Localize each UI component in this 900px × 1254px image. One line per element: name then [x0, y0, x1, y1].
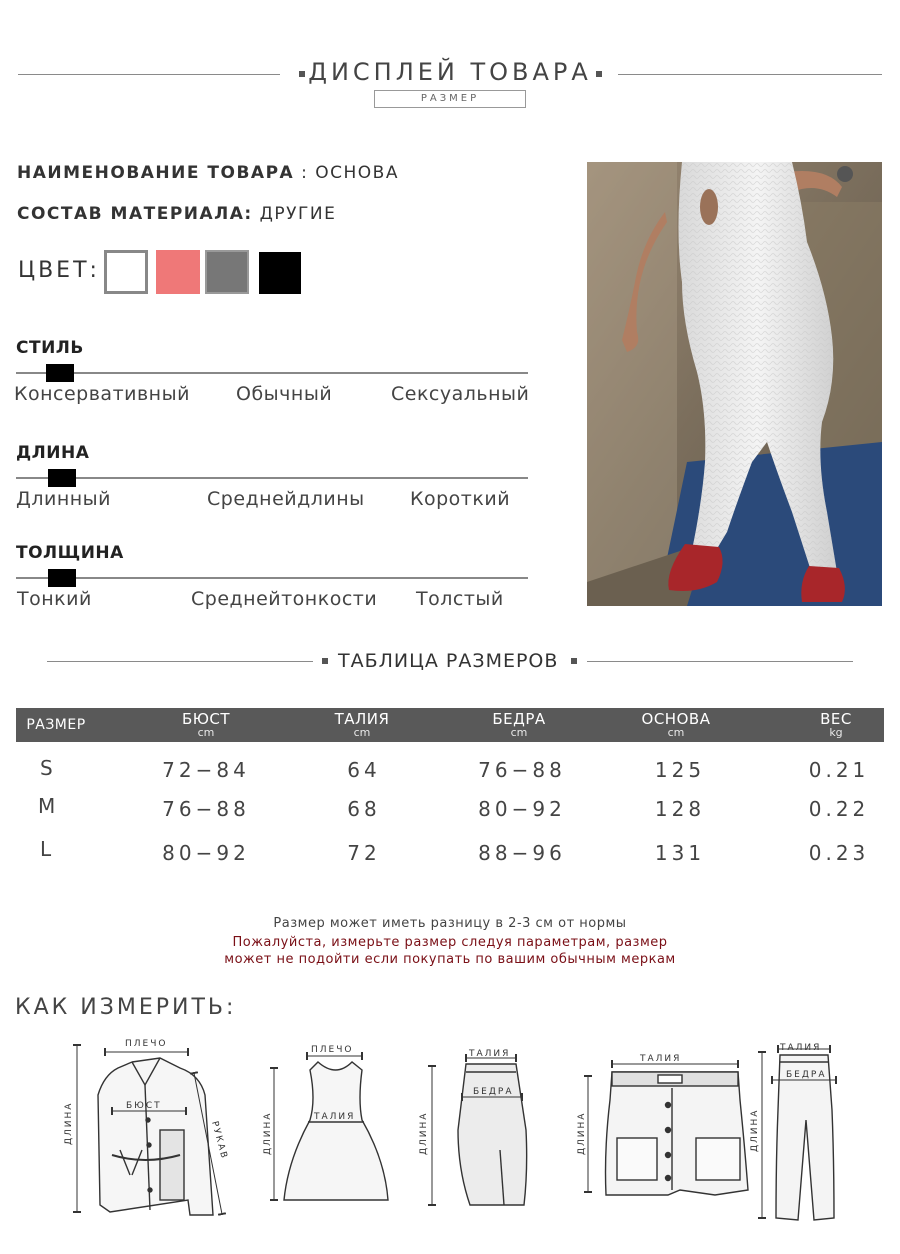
material-label: СОСТАВ МАТЕРИАЛА: — [17, 204, 253, 224]
product-name-value: : ОСНОВА — [294, 163, 399, 183]
product-name-line — [17, 163, 399, 183]
size-table-title: ТАБЛИЦА РАЗМЕРОВ — [338, 650, 559, 672]
color-swatch-gray[interactable] — [205, 250, 249, 294]
pants-length-label: ДЛИНА — [750, 1108, 760, 1152]
style-label-normal: Обычный — [236, 383, 333, 405]
size-section-bullet-left — [322, 658, 328, 664]
table-row-m-size: M — [38, 794, 56, 818]
measure-warning-line1: Пожалуйста, измерьте размер следуя параметрам, размер — [232, 935, 668, 950]
table-row-s-waist: 64 — [347, 758, 381, 782]
jacket-bust-label: БЮСТ — [126, 1101, 162, 1111]
skirt-diagram — [458, 1064, 527, 1205]
dress-length-label: ДЛИНА — [263, 1111, 273, 1155]
product-photo — [587, 162, 882, 606]
size-note: Размер может иметь разницу в 2-3 см от нормы — [273, 916, 627, 931]
style-scale-marker — [46, 364, 74, 382]
col-header-hips: БЕДРА cm — [492, 710, 546, 739]
dress-waist-label: ТАЛИЯ — [314, 1112, 356, 1122]
table-row-m-length: 128 — [654, 797, 706, 821]
table-row-s-bust: 72−84 — [162, 758, 250, 782]
skirt-waist-label: ТАЛИЯ — [469, 1049, 511, 1059]
length-label-long: Длинный — [16, 488, 112, 510]
col-header-waist: ТАЛИЯ cm — [334, 710, 390, 739]
color-label: ЦВЕТ: — [18, 258, 100, 283]
pants-hips-label: БЕДРА — [786, 1070, 827, 1080]
material-line — [17, 204, 336, 224]
length-scale-title: ДЛИНА — [16, 443, 90, 463]
header-rule-right — [618, 74, 882, 75]
table-row-l-length: 131 — [654, 841, 706, 865]
table-row-l-bust: 80−92 — [162, 841, 250, 865]
style-label-conservative: Консервативный — [14, 383, 190, 405]
table-row-l-waist: 72 — [347, 841, 381, 865]
color-swatch-white[interactable] — [104, 250, 148, 294]
thickness-scale-title: ТОЛЩИНА — [16, 543, 124, 563]
table-row-m-bust: 76−88 — [162, 797, 250, 821]
table-row-s-hips: 76−88 — [478, 758, 566, 782]
table-row-l-size: L — [40, 837, 52, 861]
dress-diagram — [284, 1062, 388, 1200]
thickness-scale-track — [16, 577, 528, 579]
table-row-m-weight: 0.22 — [808, 797, 870, 821]
length-label-medium: Среднейдлины — [207, 488, 365, 510]
shorts-waist-label: ТАЛИЯ — [640, 1054, 682, 1064]
size-table-header — [16, 708, 884, 742]
col-header-bust: БЮСТ cm — [181, 710, 231, 739]
shorts-diagram — [606, 1072, 749, 1195]
product-name-label: НАИМЕНОВАНИЕ ТОВАРА — [17, 163, 295, 183]
jacket-shoulder-label: ПЛЕЧО — [125, 1039, 168, 1049]
how-to-measure-title: КАК ИЗМЕРИТЬ: — [15, 995, 237, 1020]
length-scale-track — [16, 477, 528, 479]
material-value: ДРУГИЕ — [252, 204, 337, 224]
measurement-diagrams — [0, 1030, 900, 1254]
measure-warning-line2: может не подойти если покупать по вашим обычным меркам — [224, 952, 676, 967]
table-row-s-length: 125 — [654, 758, 706, 782]
thickness-label-thick: Толстый — [416, 588, 504, 610]
table-row-m-hips: 80−92 — [478, 797, 566, 821]
dress-shoulder-label: ПЛЕЧО — [311, 1045, 354, 1055]
length-scale-marker — [48, 469, 76, 487]
page-title: ДИСПЛЕЙ ТОВАРА — [308, 58, 592, 86]
page-subtitle: РАЗМЕР — [374, 90, 526, 108]
style-scale-title: СТИЛЬ — [16, 338, 84, 358]
table-row-l-hips: 88−96 — [478, 841, 566, 865]
table-row-m-waist: 68 — [347, 797, 381, 821]
table-row-s-size: S — [40, 756, 53, 780]
thickness-scale-marker — [48, 569, 76, 587]
jacket-sleeve-label: РУКАВ — [209, 1120, 230, 1162]
size-section-rule-right — [587, 661, 853, 662]
pants-waist-label: ТАЛИЯ — [780, 1043, 822, 1053]
table-row-l-weight: 0.23 — [808, 841, 870, 865]
length-label-short: Короткий — [410, 488, 511, 510]
col-header-weight: ВЕС kg — [820, 710, 852, 739]
jacket-length-label: ДЛИНА — [64, 1101, 74, 1145]
shorts-length-label: ДЛИНА — [577, 1111, 587, 1155]
header-bullet-right — [596, 71, 602, 77]
color-swatch-pink[interactable] — [156, 250, 200, 294]
col-header-size: РАЗМЕР — [26, 717, 86, 733]
style-scale-track — [16, 372, 528, 374]
thickness-label-medium: Среднейтонкости — [191, 588, 378, 610]
size-section-rule-left — [47, 661, 313, 662]
thickness-label-thin: Тонкий — [17, 588, 92, 610]
skirt-hips-label: БЕДРА — [473, 1087, 514, 1097]
size-section-bullet-right — [571, 658, 577, 664]
style-label-sexy: Сексуальный — [391, 383, 530, 405]
table-row-s-weight: 0.21 — [808, 758, 870, 782]
col-header-length: ОСНОВА cm — [641, 710, 711, 739]
color-swatch-black[interactable] — [259, 252, 301, 294]
skirt-length-label: ДЛИНА — [419, 1111, 429, 1155]
